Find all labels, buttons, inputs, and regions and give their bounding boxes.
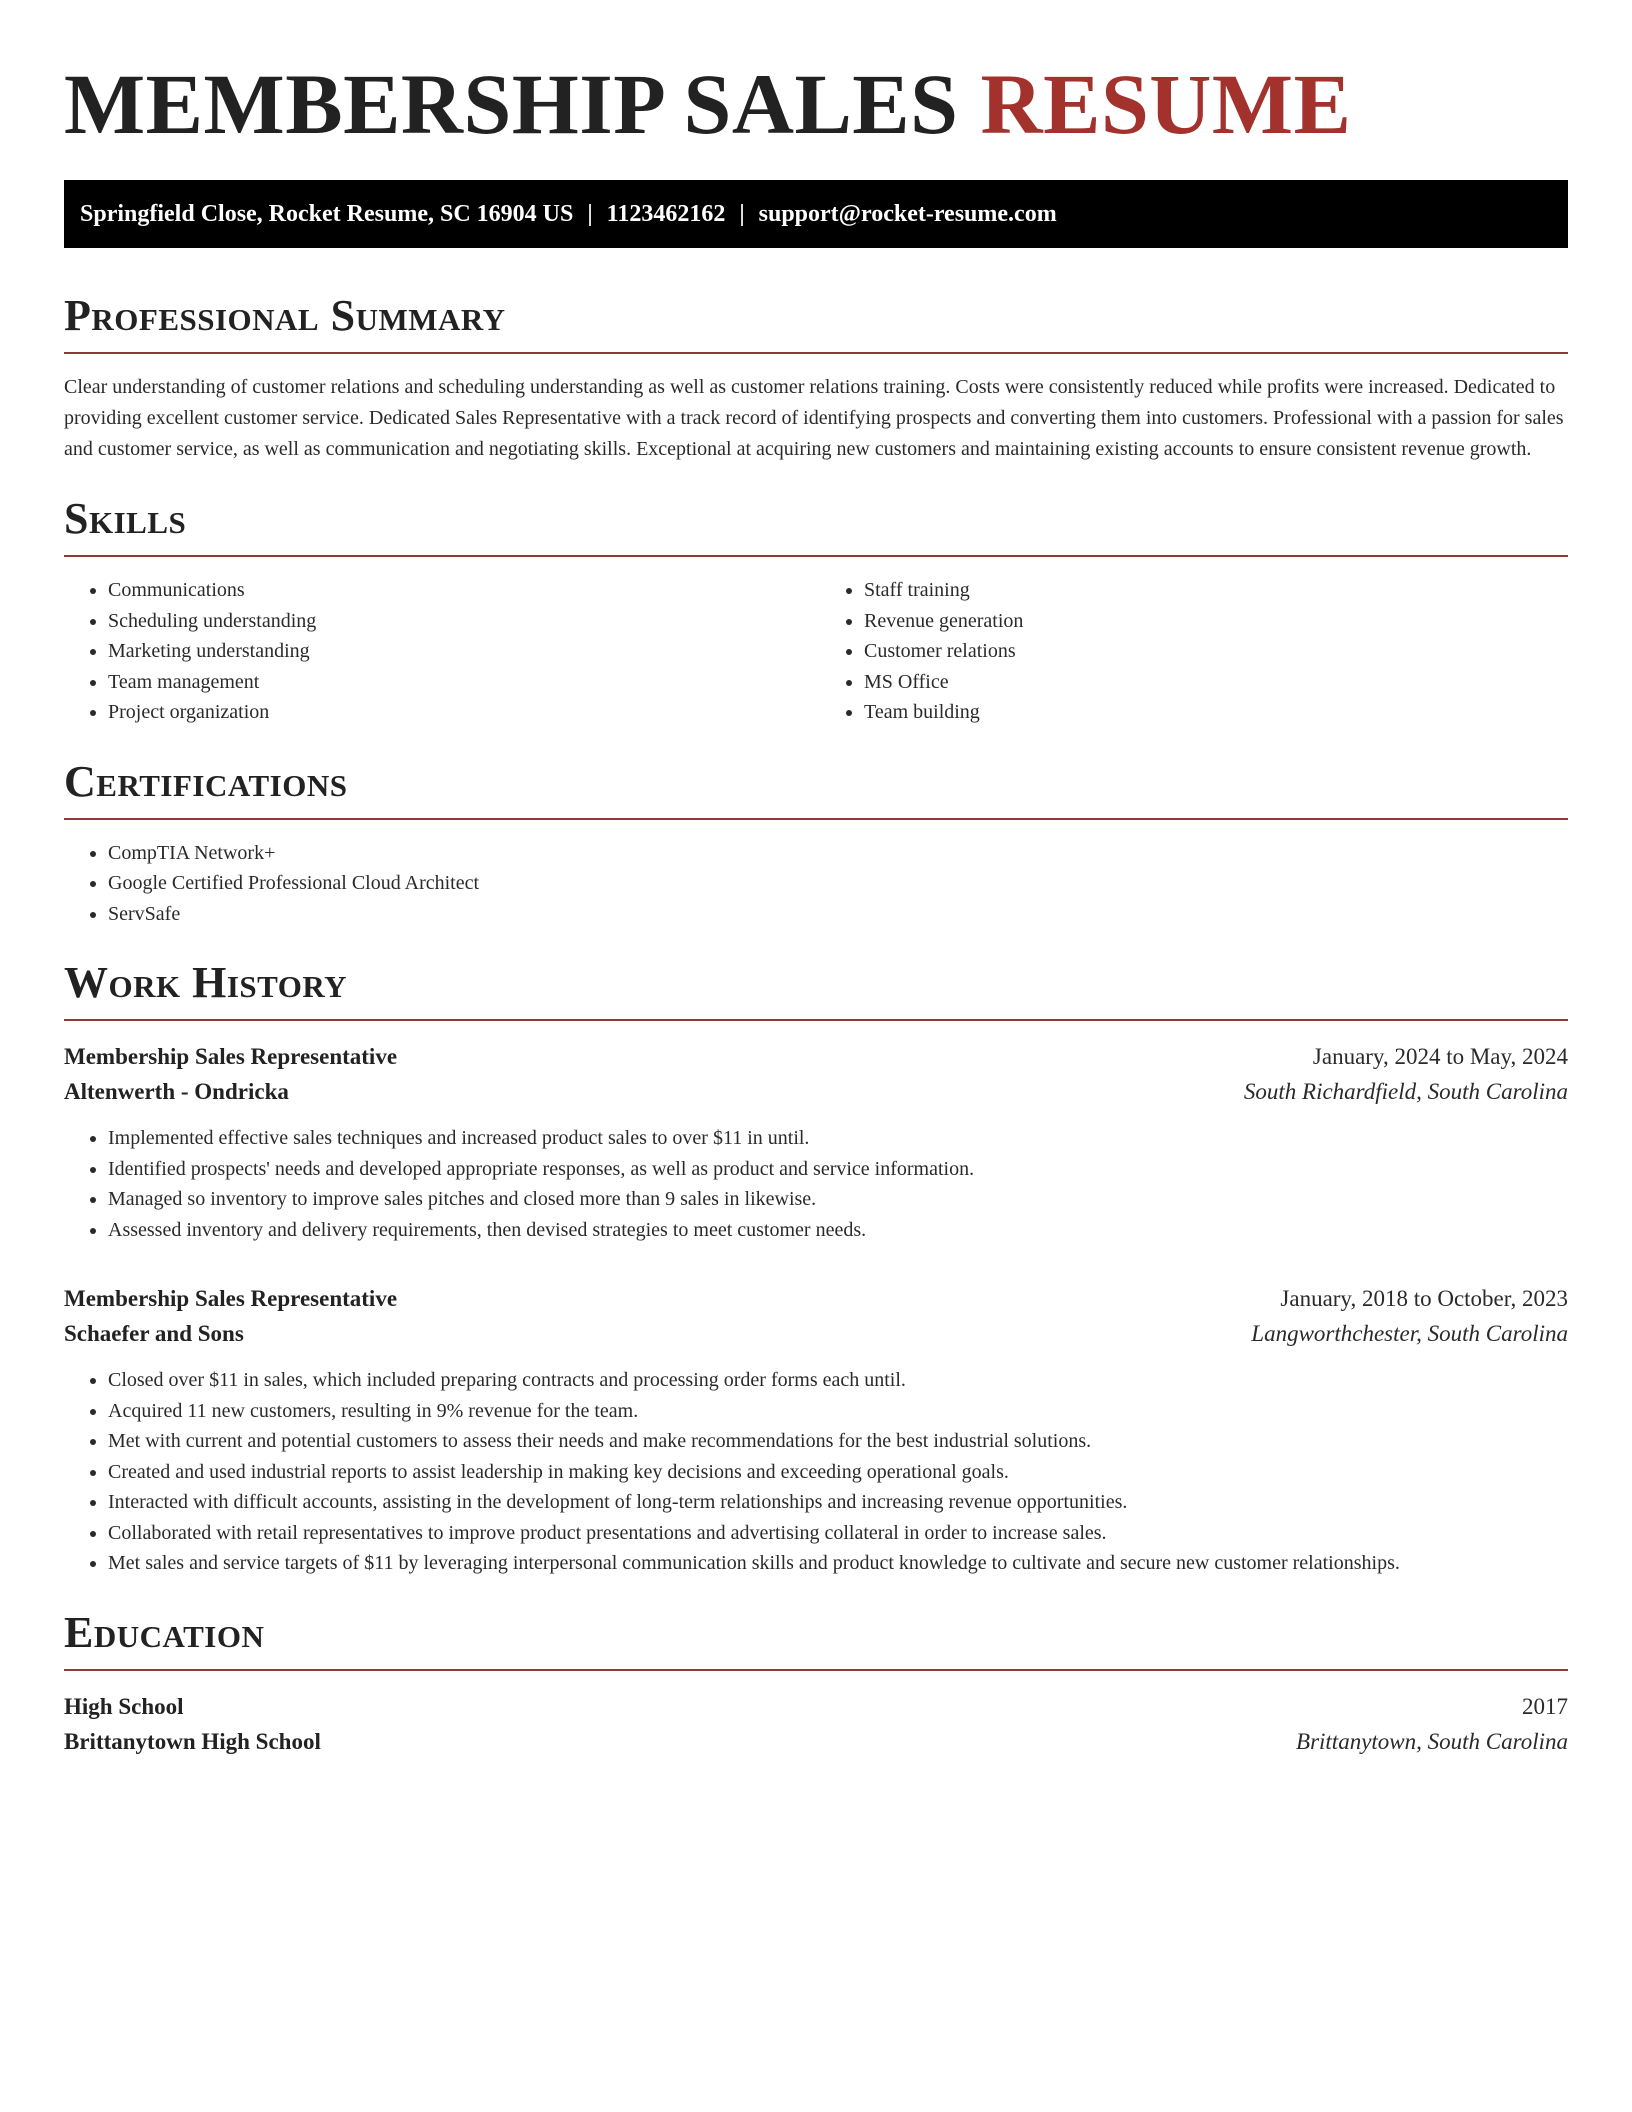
skills-list-left	[64, 575, 812, 728]
section-title-skills: Skills	[64, 494, 187, 543]
job-bullet: • Acquired 11 new customers, resulting in 9% revenue for the team.	[108, 1396, 1568, 1427]
job-role: Membership Sales Representative	[64, 1044, 398, 1069]
job-location: Langworthchester, South Carolina	[1251, 1321, 1568, 1346]
job-dates: January, 2018 to October, 2023	[1280, 1286, 1568, 1311]
job-bullet: • Created and used industrial reports to assist leadership in making key decisions and exceeding operational goals.	[108, 1457, 1568, 1488]
skill-item: • Staff training	[864, 575, 1568, 606]
job-bullets	[64, 1365, 1568, 1579]
section-divider	[64, 352, 1568, 354]
contact-email: support@rocket-resume.com	[758, 201, 1057, 227]
education-degree: High School	[64, 1693, 184, 1719]
title-accent: RESUME	[980, 56, 1352, 152]
job-location: South Richardfield, South Carolina	[1243, 1079, 1568, 1104]
job-bullets	[64, 1123, 1568, 1245]
section-title-summary: Professional Summary	[64, 291, 506, 340]
skill-item: • Marketing understanding	[108, 636, 812, 667]
education-subheader	[64, 1724, 1568, 1759]
certifications-section	[64, 756, 1568, 930]
job-bullet: • Met sales and service targets of $11 by leveraging interpersonal communication skills and product knowledge to cultivate and secure new customer relationships.	[108, 1548, 1568, 1579]
job-bullet: • Interacted with difficult accounts, assisting in the development of long-term relationships and increasing revenue opportunities.	[108, 1487, 1568, 1518]
job-bullet: • Closed over $11 in sales, which included preparing contracts and processing order forms each until.	[108, 1365, 1568, 1396]
job-entry	[64, 1281, 1568, 1579]
education-header	[64, 1689, 1568, 1724]
job-header	[64, 1039, 1568, 1074]
skill-item: • Scheduling understanding	[108, 606, 812, 637]
job-company: Schaefer and Sons	[64, 1321, 244, 1346]
job-bullet: • Collaborated with retail representatives to improve product presentations and advertising collateral in order to increase sales.	[108, 1518, 1568, 1549]
title-main: MEMBERSHIP SALES	[64, 56, 959, 152]
skill-item: • MS Office	[864, 667, 1568, 698]
job-subheader	[64, 1074, 1568, 1109]
certification-item: • Google Certified Professional Cloud Architect	[108, 868, 1568, 899]
certification-item: • ServSafe	[108, 899, 1568, 930]
skill-item: • Revenue generation	[864, 606, 1568, 637]
skills-section	[64, 493, 1568, 728]
skill-item: • Team building	[864, 697, 1568, 728]
education-year: 2017	[1522, 1693, 1568, 1719]
job-role: Membership Sales Representative	[64, 1286, 398, 1311]
job-header	[64, 1281, 1568, 1316]
skill-item: • Team management	[108, 667, 812, 698]
contact-phone: 1123462162	[606, 201, 726, 227]
education-entry	[64, 1689, 1568, 1759]
job-entry	[64, 1039, 1568, 1245]
resume-title	[64, 0, 1568, 150]
skill-item: • Customer relations	[864, 636, 1568, 667]
job-subheader	[64, 1316, 1568, 1351]
job-company: Altenwerth - Ondricka	[64, 1079, 289, 1104]
skills-list-right	[812, 575, 1568, 728]
section-title-work-history: Work History	[64, 958, 348, 1007]
certification-item: • CompTIA Network+	[108, 838, 1568, 869]
section-divider	[64, 1019, 1568, 1021]
section-title-certifications: Certifications	[64, 756, 348, 806]
skills-grid	[64, 557, 1568, 728]
summary-section	[64, 290, 1568, 465]
job-bullet: • Met with current and potential customers to assess their needs and make recommendations for the best industrial solutions.	[108, 1426, 1568, 1457]
skill-item: • Communications	[108, 575, 812, 606]
contact-bar	[64, 180, 1568, 248]
education-section	[64, 1607, 1568, 1759]
section-divider	[64, 1669, 1568, 1671]
education-location: Brittanytown, South Carolina	[1296, 1728, 1568, 1754]
job-bullet: • Managed so inventory to improve sales pitches and closed more than 9 sales in likewise.	[108, 1184, 1568, 1215]
job-bullet: • Assessed inventory and delivery requirements, then devised strategies to meet customer needs.	[108, 1215, 1568, 1246]
section-divider	[64, 818, 1568, 820]
contact-separator: |	[739, 201, 745, 227]
education-school: Brittanytown High School	[64, 1728, 321, 1754]
work-history-section	[64, 957, 1568, 1579]
skill-item: • Project organization	[108, 697, 812, 728]
job-bullet: • Identified prospects' needs and developed appropriate responses, as well as product and service information.	[108, 1154, 1568, 1185]
summary-text: Clear understanding of customer relations and scheduling understanding as well as customer relations training. Costs were consistently reduced while profits were increased. Dedicated to providing excellent customer service. Dedicated Sales Representative with a track record of identifying prospects and converting them into customers. Professional with a passion for sales and customer service, as well as communication and negotiating skills. Exceptional at acquiring new customers and maintaining existing accounts to ensure consistent revenue growth.	[64, 376, 1564, 460]
job-bullet: • Implemented effective sales techniques and increased product sales to over $11 in until.	[108, 1123, 1568, 1154]
contact-separator: |	[587, 201, 593, 227]
certifications-list	[64, 838, 1568, 930]
section-title-education: Education	[64, 1607, 265, 1657]
job-dates: January, 2024 to May, 2024	[1312, 1044, 1568, 1069]
contact-address: Springfield Close, Rocket Resume, SC 16904 US	[80, 201, 574, 227]
